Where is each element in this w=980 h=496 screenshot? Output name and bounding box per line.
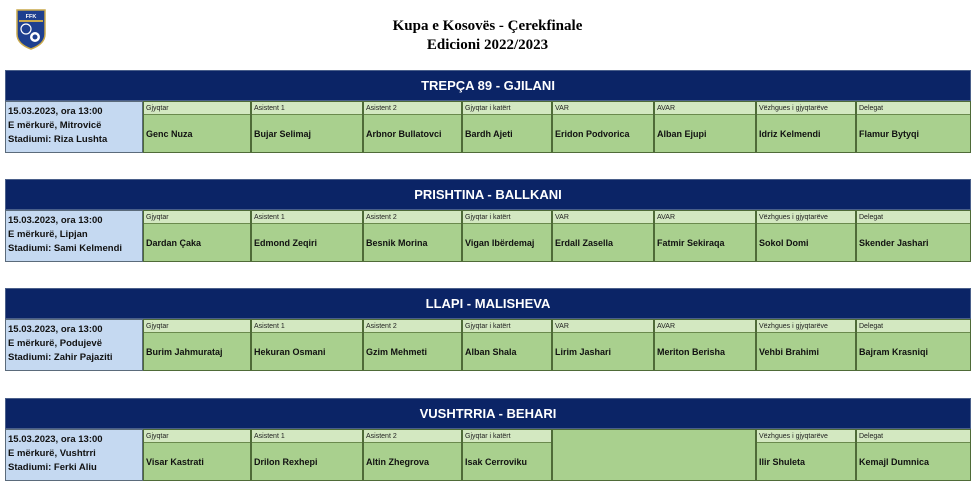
column-label: Gjyqtar i katërt — [463, 430, 551, 443]
page-title: Kupa e Kosovës - Çerekfinale — [392, 18, 583, 34]
match-datetime: 15.03.2023, ora 13:00 — [8, 324, 103, 335]
match-day-city: E mërkurë, Mitrovicë — [8, 120, 102, 131]
column-label: Delegat — [857, 102, 970, 115]
column-label: AVAR — [655, 211, 755, 224]
column-label: Asistent 1 — [252, 320, 362, 333]
column-label: Asistent 1 — [252, 430, 362, 443]
official-assistant-1 — [251, 429, 363, 481]
empty-var-avar-cell — [552, 429, 756, 481]
official-name: Eridon Podvorica — [553, 115, 653, 152]
official-name: Bardh Ajeti — [463, 115, 551, 152]
column-label: Asistent 2 — [364, 320, 461, 333]
official-name: Bujar Selimaj — [252, 115, 362, 152]
official-assistant-2 — [363, 429, 462, 481]
official-assistant-2 — [363, 319, 462, 371]
official-assistant-1 — [251, 210, 363, 262]
official-name: Visar Kastrati — [144, 443, 250, 480]
match-title: VUSHTRRIA - BEHARI — [5, 398, 971, 429]
match-block — [5, 288, 971, 371]
official-name: Meriton Berisha — [655, 333, 755, 370]
column-label: VAR — [553, 211, 653, 224]
column-label: VAR — [553, 102, 653, 115]
official-name: Bajram Krasniqi — [857, 333, 970, 370]
official-assistant-2 — [363, 210, 462, 262]
official-name: Ilir Shuleta — [757, 443, 855, 480]
official-name: Altin Zhegrova — [364, 443, 461, 480]
official-name: Fatmir Sekiraqa — [655, 224, 755, 261]
column-label: Asistent 2 — [364, 430, 461, 443]
column-label: Gjyqtar — [144, 102, 250, 115]
official-observer — [756, 319, 856, 371]
official-name: Alban Ejupi — [655, 115, 755, 152]
match-info — [5, 101, 143, 153]
official-name: Edmond Zeqiri — [252, 224, 362, 261]
official-observer — [756, 429, 856, 481]
column-label: Delegat — [857, 320, 970, 333]
official-assistant-2 — [363, 101, 462, 153]
official-referee — [143, 101, 251, 153]
official-delegate — [856, 101, 971, 153]
match-day-city: E mërkurë, Vushtrri — [8, 448, 96, 459]
official-avar — [654, 319, 756, 371]
match-day-city: E mërkurë, Lipjan — [8, 229, 88, 240]
official-name: Lirim Jashari — [553, 333, 653, 370]
official-name: Vehbi Brahimi — [757, 333, 855, 370]
match-block — [5, 70, 971, 153]
column-label: VAR — [553, 320, 653, 333]
column-label: AVAR — [655, 102, 755, 115]
match-stadium: Stadiumi: Sami Kelmendi — [8, 243, 123, 254]
official-fourth — [462, 101, 552, 153]
column-label: Delegat — [857, 430, 970, 443]
column-label: Asistent 1 — [252, 102, 362, 115]
match-title: LLAPI - MALISHEVA — [5, 288, 971, 319]
official-referee — [143, 429, 251, 481]
official-var — [552, 101, 654, 153]
column-label: Delegat — [857, 211, 970, 224]
match-title: TREPÇA 89 - GJILANI — [5, 70, 971, 101]
column-label: Gjyqtar i katërt — [463, 102, 551, 115]
official-name: Dardan Çaka — [144, 224, 250, 261]
official-name: Isak Cerroviku — [463, 443, 551, 480]
page-subtitle: Edicioni 2022/2023 — [426, 37, 549, 53]
match-info — [5, 429, 143, 481]
official-avar — [654, 210, 756, 262]
match-stadium: Stadiumi: Zahir Pajaziti — [8, 352, 113, 363]
official-delegate — [856, 429, 971, 481]
match-datetime: 15.03.2023, ora 13:00 — [8, 215, 103, 226]
column-label: Asistent 2 — [364, 211, 461, 224]
official-referee — [143, 319, 251, 371]
official-var — [552, 210, 654, 262]
official-name: Besnik Morina — [364, 224, 461, 261]
official-name: Alban Shala — [463, 333, 551, 370]
column-label: Vëzhgues i gjyqtarëve — [757, 102, 855, 115]
column-label: Gjyqtar i katërt — [463, 320, 551, 333]
official-avar — [654, 101, 756, 153]
official-name: Arbnor Bullatovci — [364, 115, 461, 152]
match-datetime: 15.03.2023, ora 13:00 — [8, 434, 103, 445]
column-label: Vëzhgues i gjyqtarëve — [757, 211, 855, 224]
official-name: Burim Jahmurataj — [144, 333, 250, 370]
official-fourth — [462, 210, 552, 262]
official-fourth — [462, 429, 552, 481]
official-name: Idriz Kelmendi — [757, 115, 855, 152]
official-fourth — [462, 319, 552, 371]
official-delegate — [856, 319, 971, 371]
column-label: Gjyqtar — [144, 430, 250, 443]
official-name: Kemajl Dumnica — [857, 443, 970, 480]
official-referee — [143, 210, 251, 262]
column-label: Asistent 1 — [252, 211, 362, 224]
official-assistant-1 — [251, 319, 363, 371]
official-assistant-1 — [251, 101, 363, 153]
column-label: Vëzhgues i gjyqtarëve — [757, 320, 855, 333]
official-name: Genc Nuza — [144, 115, 250, 152]
match-datetime: 15.03.2023, ora 13:00 — [8, 106, 103, 117]
official-name: Hekuran Osmani — [252, 333, 362, 370]
official-observer — [756, 210, 856, 262]
match-stadium: Stadiumi: Riza Lushta — [8, 134, 108, 145]
official-observer — [756, 101, 856, 153]
match-title: PRISHTINA - BALLKANI — [5, 179, 971, 210]
match-stadium: Stadiumi: Ferki Aliu — [8, 462, 97, 473]
column-label: Gjyqtar — [144, 320, 250, 333]
official-delegate — [856, 210, 971, 262]
official-name: Erdall Zasella — [553, 224, 653, 261]
column-label: AVAR — [655, 320, 755, 333]
column-label: Gjyqtar i katërt — [463, 211, 551, 224]
official-var — [552, 319, 654, 371]
column-label: Asistent 2 — [364, 102, 461, 115]
match-block — [5, 398, 971, 481]
match-info — [5, 210, 143, 262]
match-info — [5, 319, 143, 371]
column-label: Gjyqtar — [144, 211, 250, 224]
match-day-city: E mërkurë, Podujevë — [8, 338, 102, 349]
match-block — [5, 179, 971, 262]
official-name: Gzim Mehmeti — [364, 333, 461, 370]
official-name: Sokol Domi — [757, 224, 855, 261]
svg-text:FFK: FFK — [25, 14, 37, 20]
official-name: Skender Jashari — [857, 224, 970, 261]
official-name: Flamur Bytyqi — [857, 115, 970, 152]
official-name: Drilon Rexhepi — [252, 443, 362, 480]
column-label: Vëzhgues i gjyqtarëve — [757, 430, 855, 443]
official-name: Vigan Ibërdemaj — [463, 224, 551, 261]
